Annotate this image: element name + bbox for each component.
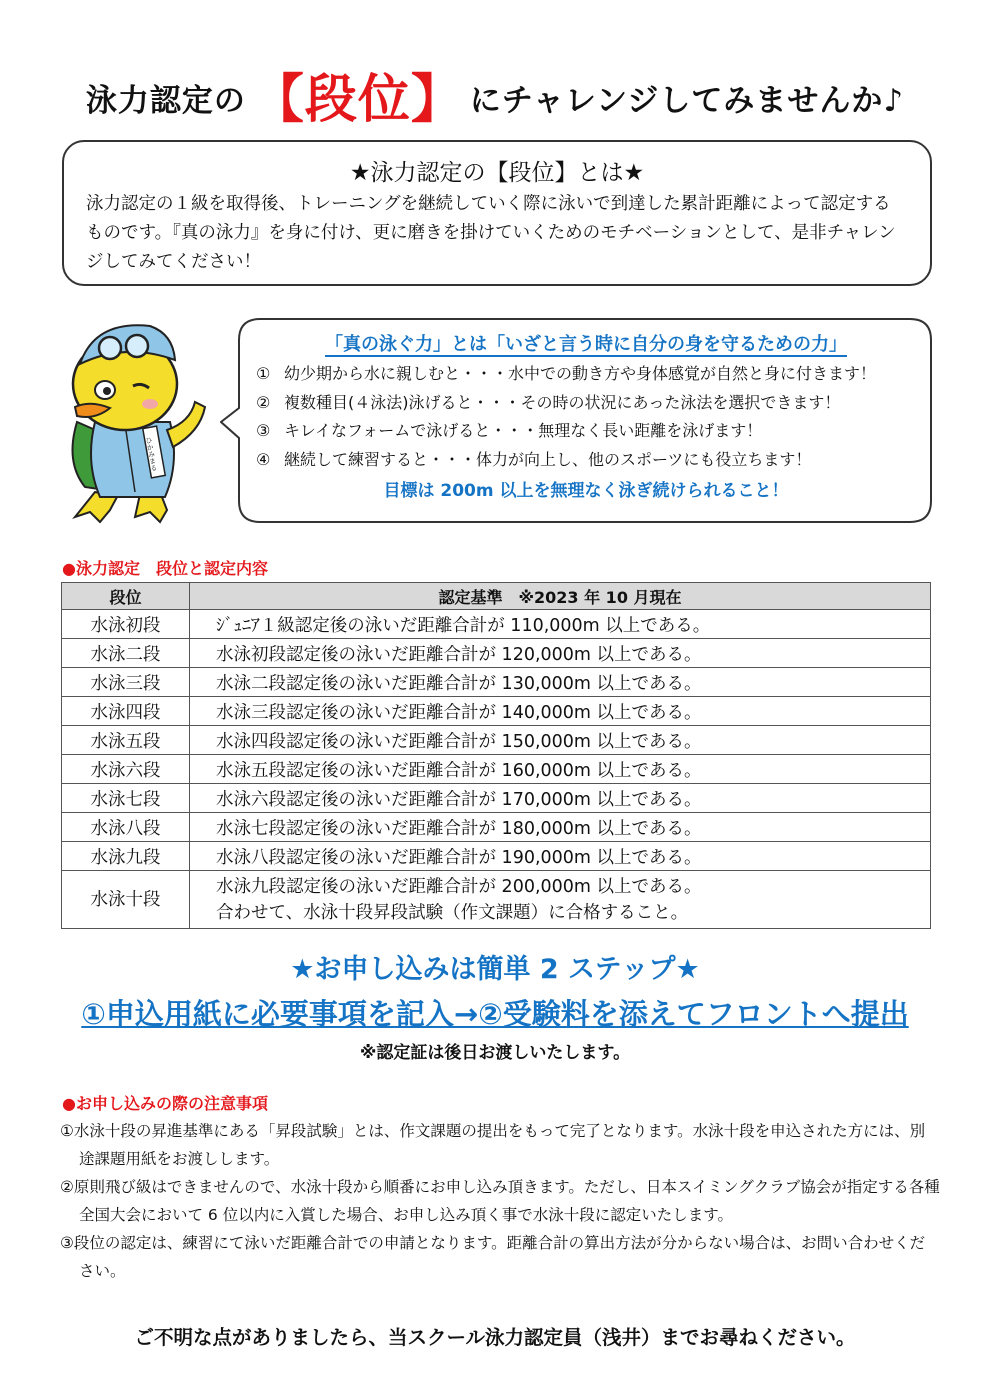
title-pre: 泳力認定の: [85, 83, 246, 119]
bubble-heading: 「真の泳ぐ力」とは「いざと言う時に自分の身を守るための力」: [325, 334, 847, 355]
list-item: ③段位の認定は、練習にて泳いだ距離合計での申請となります。距離合計の算出方法が分からない場合は、お問い合わせください。: [60, 1234, 926, 1280]
header-criteria: 認定基準 ※2023 年 10 月現在: [190, 583, 931, 610]
list-item: ①水泳十段の昇進基準にある「昇段試験」とは、作文課題の提出をもって完了となります。水泳十段を申込された方には、別途課題用紙をお渡しします。: [60, 1122, 926, 1168]
notes-list: [60, 1117, 940, 1285]
intro-box: [62, 140, 932, 286]
table-row: 水泳十段 水泳九段認定後の泳いだ距離合計が 200,000m 以上である。 合わせて、水泳十段昇段試験（作文課題）に合格すること。: [62, 871, 931, 929]
steps-main: ①申込用紙に必要事項を記入→②受験料を添えてフロントへ提出: [81, 997, 909, 1031]
page-title: [0, 72, 990, 128]
header-level: 段位: [62, 583, 190, 610]
mascot-illustration: [55, 312, 225, 527]
title-post: にチャレンジしてみませんか♪: [469, 83, 905, 119]
speech-bubble: [238, 318, 932, 523]
steps-note: ※認定証は後日お渡しいたします。: [359, 1043, 631, 1063]
table-row: 水泳三段 水泳二段認定後の泳いだ距離合計が 130,000m 以上である。: [62, 668, 931, 697]
intro-heading: ★泳力認定の【段位】とは★: [349, 160, 645, 186]
table-header-row: [62, 583, 931, 610]
table-row: 水泳初段 ｼﾞｭﾆｱ１級認定後の泳いだ距離合計が 110,000m 以上である。: [62, 610, 931, 639]
title-emphasis: 【段位】: [251, 70, 464, 130]
benefit-list: [256, 360, 916, 474]
table-row: 水泳四段 水泳三段認定後の泳いだ距離合計が 140,000m 以上である。: [62, 697, 931, 726]
intro-body: 泳力認定の１級を取得後、トレーニングを継続していく際に泳いで到達した累計距離によって認定するものです。『真の泳力』を身に付け、更に磨きを掛けていくためのモチベーションとして、是非チャレンジしてみてください！: [86, 194, 896, 272]
list-item: ④ 継続して練習すると・・・体力が向上し、他のスポーツにも役立ちます！: [256, 449, 812, 469]
table-row: 水泳九段 水泳八段認定後の泳いだ距離合計が 190,000m 以上である。: [62, 842, 931, 871]
notes-section-label: ●お申し込みの際の注意事項: [62, 1094, 268, 1113]
footer-contact: ご不明な点がありましたら、当スクール泳力認定員（浅井）までお尋ねください。: [134, 1326, 856, 1349]
table-row: 水泳六段 水泳五段認定後の泳いだ距離合計が 160,000m 以上である。: [62, 755, 931, 784]
steps-title: ★お申し込みは簡単 2 ステップ★: [290, 954, 700, 985]
bubble-goal: 目標は 200m 以上を無理なく泳ぎ続けられること！: [383, 481, 789, 501]
table-row: 水泳八段 水泳七段認定後の泳いだ距離合計が 180,000m 以上である。: [62, 813, 931, 842]
mascot-sash-text: ひかみまる: [144, 436, 159, 472]
list-item: ② 複数種目(４泳法)泳げると・・・その時の状況にあった泳法を選択できます！: [256, 392, 841, 412]
list-item: ③ キレイなフォームで泳げると・・・無理なく長い距離を泳げます！: [256, 421, 763, 440]
list-item: ① 幼少期から水に親しむと・・・水中での動き方や身体感覚が自然と身に付きます！: [256, 364, 877, 383]
mascot-icon: [55, 312, 225, 527]
rank-table: [61, 582, 931, 929]
list-item: ②原則飛び級はできませんので、水泳十段から順番にお申し込み頂きます。ただし、日本スイミングクラブ協会が指定する各種全国大会において 6 位以内に入賞した場合、お申し込み頂く事で水泳十段に認定いたします。: [60, 1178, 940, 1224]
table-row: 水泳五段 水泳四段認定後の泳いだ距離合計が 150,000m 以上である。: [62, 726, 931, 755]
table-row: 水泳二段 水泳初段認定後の泳いだ距離合計が 120,000m 以上である。: [62, 639, 931, 668]
table-row: 水泳七段 水泳六段認定後の泳いだ距離合計が 170,000m 以上である。: [62, 784, 931, 813]
table-section-label: ●泳力認定 段位と認定内容: [62, 559, 268, 578]
